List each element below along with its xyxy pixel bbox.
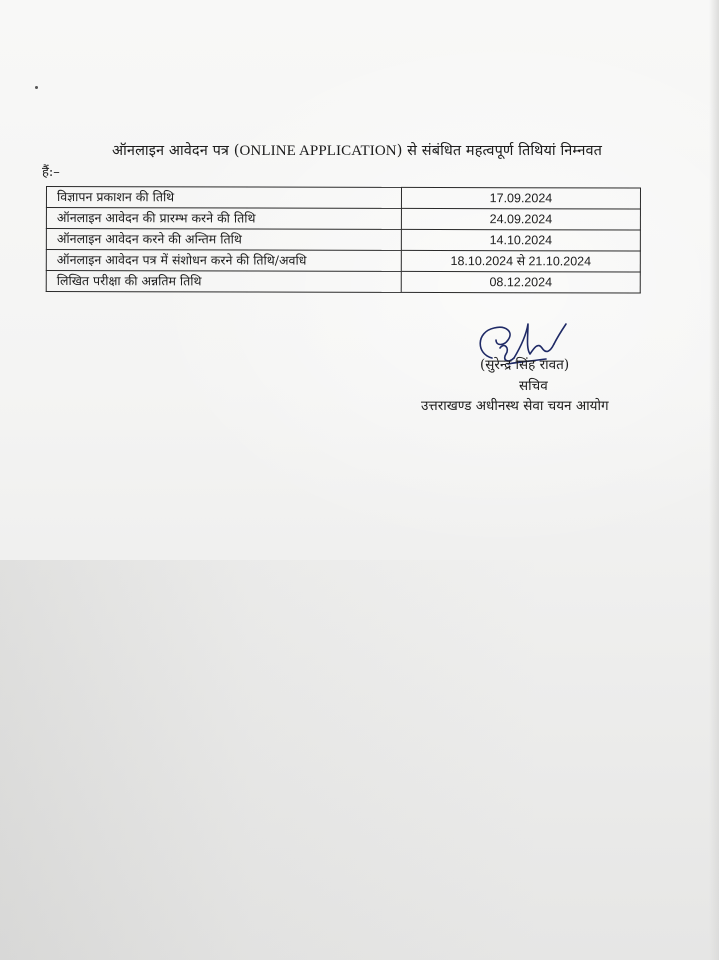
- intro-text-part1: ऑनलाइन आवेदन पत्र (: [112, 143, 240, 159]
- table-row: [46, 187, 640, 210]
- table-row: [46, 208, 640, 231]
- table-row: [46, 271, 640, 294]
- important-dates-table: [46, 186, 641, 294]
- intro-text-latin: ONLINE APPLICATION: [239, 143, 397, 159]
- table-row: [46, 250, 640, 273]
- date-label: ऑनलाइन आवेदन पत्र में संशोधन करने की तिथि/अवधि: [46, 250, 401, 272]
- date-label: ऑनलाइन आवेदन करने की अन्तिम तिथि: [46, 229, 401, 251]
- date-value: 18.10.2024 से 21.10.2024: [401, 250, 640, 272]
- signatory-organization: उत्तराखण्ड अधीनस्थ सेवा चयन आयोग: [421, 398, 609, 414]
- date-label: लिखित परीक्षा की अन्नतिम तिथि: [46, 271, 401, 293]
- intro-continuation: हैं:–: [42, 165, 60, 180]
- date-value: 24.09.2024: [401, 208, 640, 230]
- ink-speck: [35, 86, 38, 89]
- date-value: 17.09.2024: [401, 187, 640, 209]
- intro-text-part2: ) से संबंधित महत्वपूर्ण तिथियां निम्नवत: [396, 143, 603, 159]
- date-label: ऑनलाइन आवेदन की प्रारम्भ करने की तिथि: [46, 208, 401, 230]
- date-value: 08.12.2024: [401, 271, 640, 293]
- intro-sentence: [112, 140, 672, 160]
- signatory-name: (सुरेन्द्र सिंह रावत): [480, 357, 570, 373]
- date-value: 14.10.2024: [401, 229, 640, 251]
- table-row: [46, 229, 640, 252]
- signatory-designation: सचिव: [519, 378, 548, 394]
- page-edge-shadow: [709, 0, 719, 960]
- date-label: विज्ञापन प्रकाशन की तिथि: [46, 187, 401, 209]
